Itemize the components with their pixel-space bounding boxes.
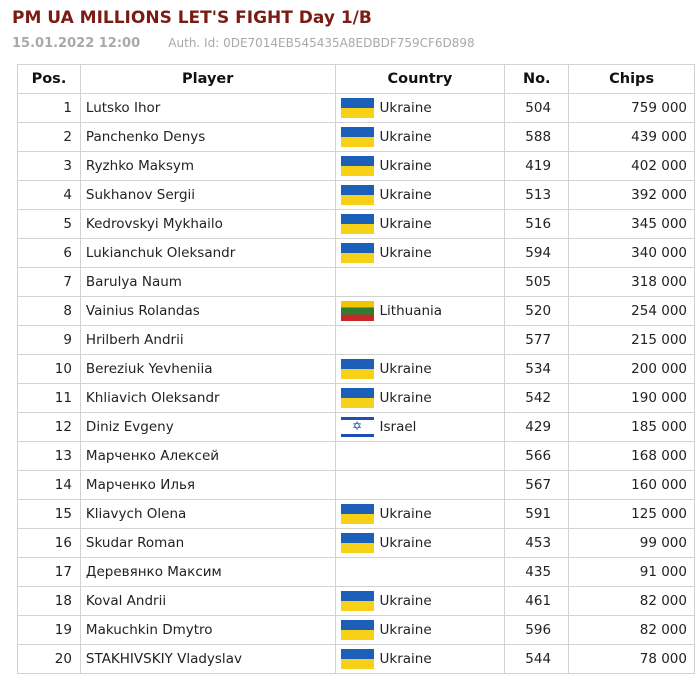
player-name-cell: Skudar Roman	[80, 529, 335, 558]
country-cell	[335, 558, 505, 587]
country-cell	[335, 181, 505, 210]
seat-number-cell: 544	[505, 645, 569, 674]
ukraine-flag-icon	[341, 533, 374, 553]
position-cell: 19	[18, 616, 81, 645]
chip-count-cell: 215 000	[569, 326, 695, 355]
position-cell: 2	[18, 123, 81, 152]
seat-number-cell: 588	[505, 123, 569, 152]
seat-number-cell: 596	[505, 616, 569, 645]
table-row	[18, 384, 695, 413]
position-cell: 14	[18, 471, 81, 500]
ukraine-flag-icon	[341, 620, 374, 640]
table-row	[18, 326, 695, 355]
seat-number-cell: 461	[505, 587, 569, 616]
country-label: Ukraine	[379, 129, 432, 145]
seat-number-cell: 566	[505, 442, 569, 471]
player-name-cell: Sukhanov Sergii	[80, 181, 335, 210]
country-label: Ukraine	[379, 100, 432, 116]
position-cell: 6	[18, 239, 81, 268]
country-label: Ukraine	[379, 245, 432, 261]
player-name-cell: Марченко Илья	[80, 471, 335, 500]
chip-count-cell: 99 000	[569, 529, 695, 558]
ukraine-flag-icon	[341, 156, 374, 176]
table-row	[18, 268, 695, 297]
seat-number-cell: 516	[505, 210, 569, 239]
country-label: Ukraine	[379, 535, 432, 551]
seat-number-cell: 594	[505, 239, 569, 268]
country-label: Ukraine	[379, 158, 432, 174]
position-cell: 10	[18, 355, 81, 384]
position-cell: 7	[18, 268, 81, 297]
player-name-cell: Bereziuk Yevheniia	[80, 355, 335, 384]
chip-counts-table	[17, 64, 695, 674]
country-label: Ukraine	[379, 622, 432, 638]
seat-number-cell: 504	[505, 94, 569, 123]
country-cell	[335, 500, 505, 529]
player-name-cell: Kliavych Olena	[80, 500, 335, 529]
seat-number-cell: 520	[505, 297, 569, 326]
position-cell: 18	[18, 587, 81, 616]
country-label: Lithuania	[379, 303, 443, 319]
ukraine-flag-icon	[341, 127, 374, 147]
table-row	[18, 471, 695, 500]
player-name-cell: Barulya Naum	[80, 268, 335, 297]
column-header-chips: Chips	[569, 65, 695, 94]
chip-count-cell: 190 000	[569, 384, 695, 413]
position-cell: 8	[18, 297, 81, 326]
player-name-cell: Kedrovskyi Mykhailo	[80, 210, 335, 239]
position-cell: 12	[18, 413, 81, 442]
chip-count-cell: 439 000	[569, 123, 695, 152]
country-label: Ukraine	[379, 216, 432, 232]
seat-number-cell: 505	[505, 268, 569, 297]
seat-number-cell: 534	[505, 355, 569, 384]
country-label: Israel	[379, 419, 417, 435]
chip-count-cell: 318 000	[569, 268, 695, 297]
table-row	[18, 413, 695, 442]
table-row	[18, 152, 695, 181]
seat-number-cell: 542	[505, 384, 569, 413]
seat-number-cell: 419	[505, 152, 569, 181]
player-name-cell: Ryzhko Maksym	[80, 152, 335, 181]
country-cell	[335, 442, 505, 471]
chip-count-cell: 168 000	[569, 442, 695, 471]
country-cell	[335, 297, 505, 326]
table-row	[18, 500, 695, 529]
table-row	[18, 442, 695, 471]
chip-count-cell: 759 000	[569, 94, 695, 123]
position-cell: 20	[18, 645, 81, 674]
table-row	[18, 355, 695, 384]
chip-count-cell: 254 000	[569, 297, 695, 326]
table-row	[18, 94, 695, 123]
seat-number-cell: 429	[505, 413, 569, 442]
table-row	[18, 529, 695, 558]
ukraine-flag-icon	[341, 243, 374, 263]
table-row	[18, 558, 695, 587]
player-name-cell: Lukianchuk Oleksandr	[80, 239, 335, 268]
country-cell	[335, 210, 505, 239]
table-row	[18, 645, 695, 674]
seat-number-cell: 577	[505, 326, 569, 355]
position-cell: 1	[18, 94, 81, 123]
chip-count-cell: 402 000	[569, 152, 695, 181]
country-label: Ukraine	[379, 361, 432, 377]
player-name-cell: Diniz Evgeny	[80, 413, 335, 442]
chip-count-cell: 82 000	[569, 616, 695, 645]
tournament-date: 15.01.2022 12:00	[12, 36, 141, 51]
ukraine-flag-icon	[341, 591, 374, 611]
country-label: Ukraine	[379, 651, 432, 667]
ukraine-flag-icon	[341, 214, 374, 234]
page-title: PM UA MILLIONS LET'S FIGHT Day 1/B	[12, 8, 372, 28]
table-row	[18, 587, 695, 616]
position-cell: 4	[18, 181, 81, 210]
table-row	[18, 210, 695, 239]
country-cell	[335, 471, 505, 500]
position-cell: 16	[18, 529, 81, 558]
country-cell	[335, 268, 505, 297]
player-name-cell: Vainius Rolandas	[80, 297, 335, 326]
ukraine-flag-icon	[341, 359, 374, 379]
chip-count-cell: 91 000	[569, 558, 695, 587]
country-cell	[335, 413, 505, 442]
chip-count-cell: 82 000	[569, 587, 695, 616]
chip-count-cell: 78 000	[569, 645, 695, 674]
ukraine-flag-icon	[341, 185, 374, 205]
chip-count-cell: 125 000	[569, 500, 695, 529]
seat-number-cell: 591	[505, 500, 569, 529]
tournament-meta	[12, 36, 475, 51]
column-header-no: No.	[505, 65, 569, 94]
chip-count-cell: 345 000	[569, 210, 695, 239]
position-cell: 5	[18, 210, 81, 239]
country-label: Ukraine	[379, 187, 432, 203]
israel-flag-icon: ✡	[341, 417, 374, 437]
player-name-cell: Hrilberh Andrii	[80, 326, 335, 355]
player-name-cell: Деревянко Максим	[80, 558, 335, 587]
country-cell	[335, 355, 505, 384]
country-cell	[335, 645, 505, 674]
ukraine-flag-icon	[341, 98, 374, 118]
seat-number-cell: 453	[505, 529, 569, 558]
position-cell: 17	[18, 558, 81, 587]
ukraine-flag-icon	[341, 388, 374, 408]
ukraine-flag-icon	[341, 649, 374, 669]
country-cell	[335, 529, 505, 558]
country-cell	[335, 384, 505, 413]
player-name-cell: Panchenko Denys	[80, 123, 335, 152]
column-header-country: Country	[335, 65, 505, 94]
seat-number-cell: 513	[505, 181, 569, 210]
table-row	[18, 123, 695, 152]
table-row	[18, 181, 695, 210]
country-label: Ukraine	[379, 593, 432, 609]
table-row	[18, 616, 695, 645]
chip-count-cell: 200 000	[569, 355, 695, 384]
country-label: Ukraine	[379, 390, 432, 406]
position-cell: 13	[18, 442, 81, 471]
country-cell	[335, 326, 505, 355]
country-cell	[335, 123, 505, 152]
chip-count-cell: 160 000	[569, 471, 695, 500]
position-cell: 9	[18, 326, 81, 355]
country-cell	[335, 587, 505, 616]
chip-count-cell: 340 000	[569, 239, 695, 268]
table-body	[18, 94, 695, 674]
country-cell	[335, 239, 505, 268]
player-name-cell: Марченко Алексей	[80, 442, 335, 471]
lithuania-flag-icon	[341, 301, 374, 321]
column-header-pos: Pos.	[18, 65, 81, 94]
ukraine-flag-icon	[341, 504, 374, 524]
chip-count-cell: 392 000	[569, 181, 695, 210]
player-name-cell: Khliavich Oleksandr	[80, 384, 335, 413]
player-name-cell: Makuchkin Dmytro	[80, 616, 335, 645]
player-name-cell: Koval Andrii	[80, 587, 335, 616]
column-header-player: Player	[80, 65, 335, 94]
player-name-cell: Lutsko Ihor	[80, 94, 335, 123]
country-cell	[335, 94, 505, 123]
table-row	[18, 239, 695, 268]
seat-number-cell: 435	[505, 558, 569, 587]
position-cell: 3	[18, 152, 81, 181]
country-cell	[335, 616, 505, 645]
table-header-row	[18, 65, 695, 94]
seat-number-cell: 567	[505, 471, 569, 500]
auth-id: Auth. Id: 0DE7014EB545435A8EDBDF759CF6D898	[168, 36, 475, 50]
player-name-cell: STAKHIVSKIY Vladyslav	[80, 645, 335, 674]
country-cell	[335, 152, 505, 181]
table-row	[18, 297, 695, 326]
position-cell: 11	[18, 384, 81, 413]
position-cell: 15	[18, 500, 81, 529]
country-label: Ukraine	[379, 506, 432, 522]
chip-count-cell: 185 000	[569, 413, 695, 442]
